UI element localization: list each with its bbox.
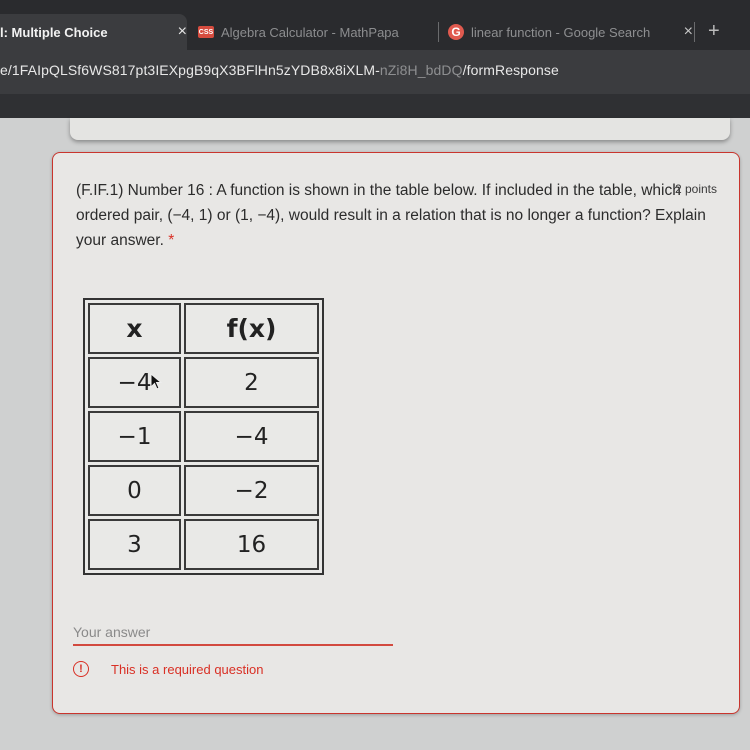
- points-label: 2 points: [674, 182, 717, 196]
- cell-fx: −2: [184, 465, 319, 516]
- table-row: [88, 519, 319, 570]
- close-tab-icon[interactable]: ×: [177, 23, 187, 40]
- answer-input[interactable]: Your answer: [73, 624, 151, 640]
- required-marker: *: [168, 232, 175, 249]
- table-row: [88, 411, 319, 462]
- table-header-row: [88, 303, 319, 354]
- tab-title: l: Multiple Choice: [0, 24, 108, 40]
- cell-x: 0: [88, 465, 181, 516]
- question-text: [76, 178, 716, 253]
- cell-x: −1: [88, 411, 181, 462]
- error-message: This is a required question: [111, 662, 264, 677]
- error-icon: !: [73, 661, 89, 677]
- tab-google-search[interactable]: [448, 14, 693, 50]
- cell-x: −4: [88, 357, 181, 408]
- mouse-cursor-icon: [150, 373, 164, 391]
- url-faded: nZi8H_bdDQ: [379, 62, 463, 78]
- header-fx: f(x): [184, 303, 319, 354]
- cell-x: 3: [88, 519, 181, 570]
- close-tab-icon[interactable]: ×: [683, 23, 693, 40]
- address-bar[interactable]: [0, 50, 750, 94]
- table-row: [88, 465, 319, 516]
- answer-underline[interactable]: [73, 644, 393, 646]
- table-row: [88, 357, 319, 408]
- cell-fx: 2: [184, 357, 319, 408]
- tab-title: Algebra Calculator - MathPapa: [221, 24, 399, 40]
- google-favicon-icon: G: [448, 24, 464, 40]
- cell-fx: −4: [184, 411, 319, 462]
- function-table: [83, 298, 324, 575]
- question-body: (F.IF.1) Number 16 : A function is shown in the table below. If included in the table, which ordered pair, (−4, 1) or (1, −4), would result in a relation that is no longer a function? Explain your answer.: [76, 182, 706, 249]
- url-main: e/1FAIpQLSf6WS817pt3IEXpgB9qX3BFlHn5zYDB8x8iXLM-: [0, 62, 380, 78]
- url-tail: /formResponse: [462, 62, 559, 78]
- tab-separator: [694, 22, 695, 42]
- mathpapa-favicon-icon: CSS: [198, 26, 214, 38]
- browser-tab-strip: [0, 0, 750, 50]
- new-tab-button[interactable]: +: [708, 20, 720, 42]
- url-text[interactable]: [0, 62, 559, 78]
- question-card: [52, 152, 740, 714]
- header-x: x: [88, 303, 181, 354]
- previous-question-card: [70, 118, 730, 140]
- tab-separator: [438, 22, 439, 42]
- cell-fx: 16: [184, 519, 319, 570]
- tab-title: linear function - Google Search: [471, 24, 651, 40]
- tab-multiple-choice[interactable]: [0, 14, 187, 50]
- tab-algebra-calculator[interactable]: [196, 14, 436, 50]
